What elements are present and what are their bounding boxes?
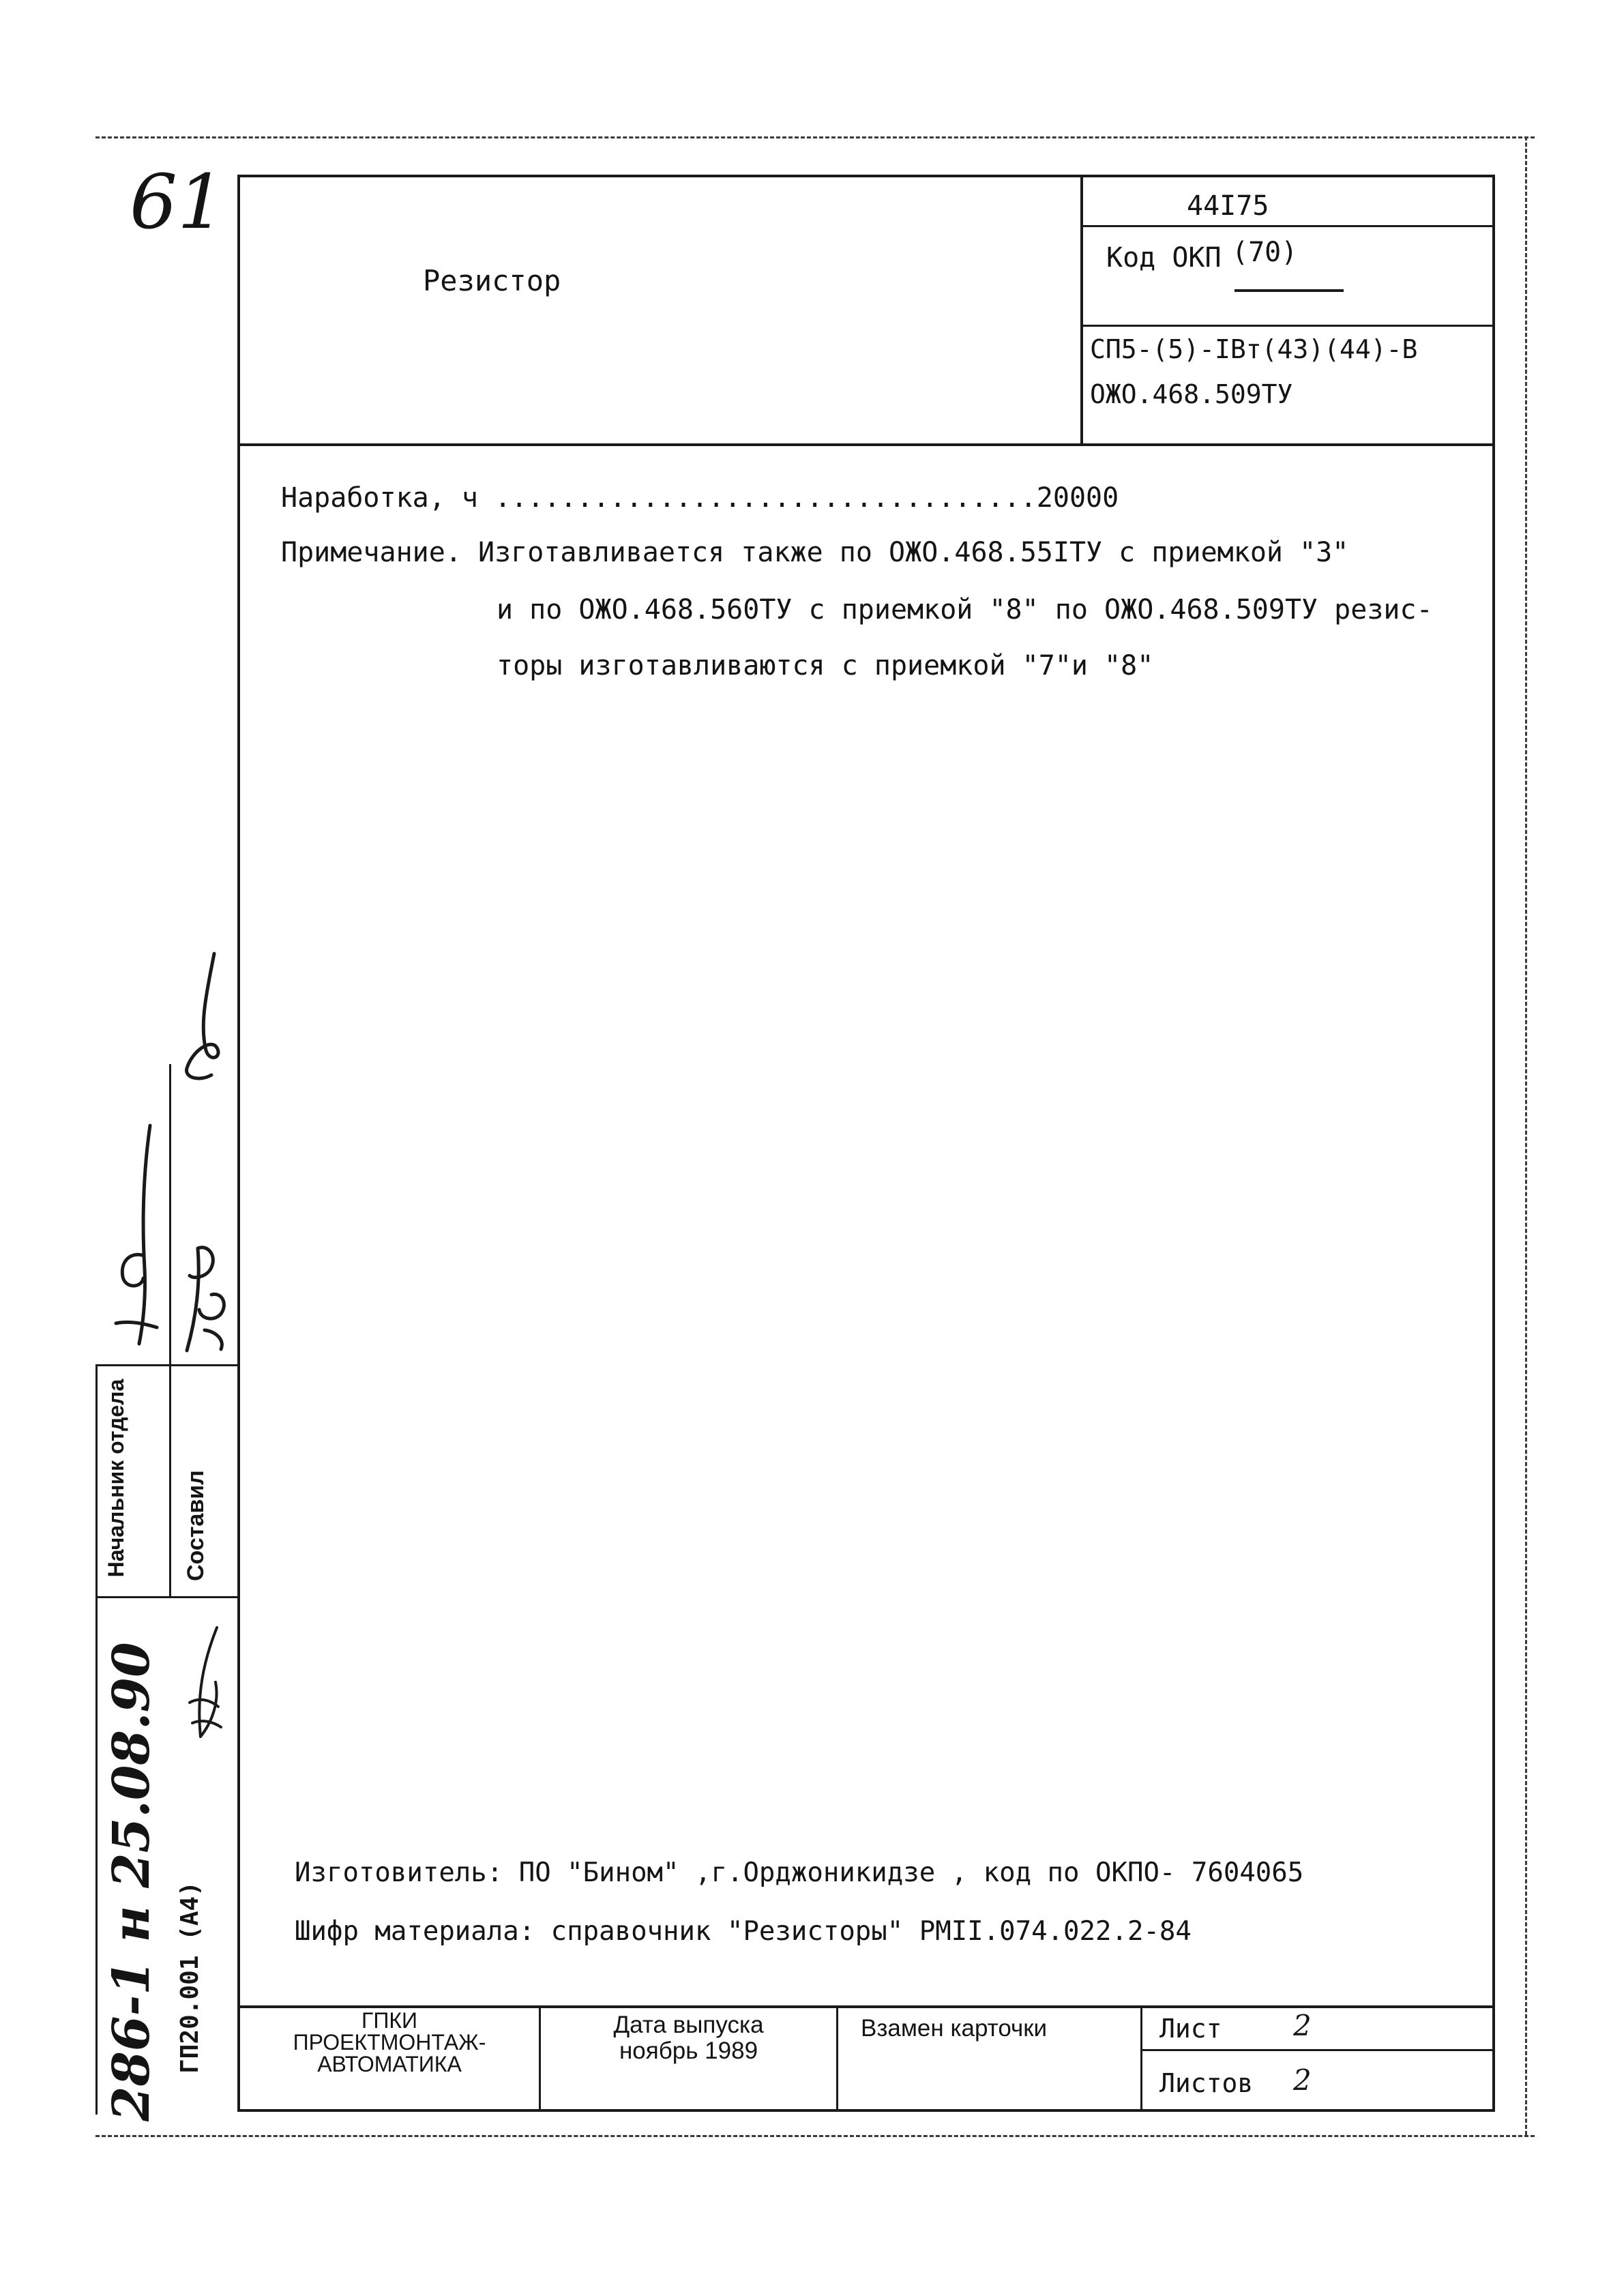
org-line-3: АВТОМАТИКА	[317, 2052, 462, 2076]
footer-divider-3	[1140, 2005, 1142, 2110]
signature-compiler-upper	[172, 948, 240, 1098]
material-line: Шифр материала: справочник "Резисторы" РМII.074.022.2-84	[295, 1916, 1192, 1947]
side-column-left-line	[95, 1364, 98, 2115]
sheet-label: Лист	[1159, 2014, 1222, 2044]
frame-top-line	[237, 175, 1495, 177]
frame-left-line	[237, 175, 240, 2112]
footer-top-line	[237, 2005, 1495, 2008]
okp-underline	[1235, 289, 1344, 292]
release-label: Дата выпуска	[613, 2012, 764, 2038]
signature-registration	[176, 1621, 235, 1750]
outer-border-top	[95, 136, 1535, 138]
document-title: Резистор	[423, 264, 561, 297]
sheets-value: 2	[1293, 2063, 1312, 2097]
note-line-2: и по ОЖО.468.560ТУ с приемкой "8" по ОЖО.468.509ТУ резис-	[497, 594, 1433, 625]
org-line-1: ГПКИ	[361, 2008, 417, 2033]
head-of-department-label: Начальник отдела	[104, 1379, 128, 1578]
footer-bottom-line	[237, 2109, 1495, 2112]
footer-divider-2	[836, 2005, 838, 2110]
header-bottom-line	[237, 443, 1495, 446]
outer-border-bottom	[95, 2135, 1535, 2137]
note-line-3: торы изготавливаются с приемкой "7"и "8"	[497, 650, 1154, 681]
product-designation: СП5-(5)-IВт(43)(44)-В	[1090, 334, 1418, 364]
manufacturer-line: Изготовитель: ПО "Бином" ,г.Орджоникидзе , код по ОКПО- 7604065	[295, 1857, 1304, 1888]
okp-label: Код ОКП	[1106, 242, 1222, 274]
okp-value: (70)	[1232, 237, 1298, 268]
signature-compiler	[173, 1228, 239, 1357]
compiled-by-label: Составил	[183, 1470, 209, 1581]
side-column-bottom-line	[95, 1596, 239, 1598]
sheets-label: Листов	[1159, 2068, 1254, 2098]
note-line-1: Примечание. Изготавливается также по ОЖО.468.55IТУ с приемкой "3"	[281, 537, 1349, 568]
form-code: ГП20.001 (А4)	[176, 1881, 204, 2074]
org-line-2: ПРОЕКТМОНТАЖ-	[293, 2030, 486, 2055]
organization-block	[240, 2010, 539, 2075]
header-code-separator	[1080, 225, 1495, 227]
handwritten-page-number: 61	[130, 158, 225, 246]
release-date: ноябрь 1989	[619, 2037, 758, 2064]
footer-sheet-separator	[1140, 2049, 1494, 2051]
handwritten-register-number: 286-1 н 25.08.90	[102, 1642, 161, 2121]
outer-border-right	[1525, 136, 1527, 2135]
header-okp-separator	[1080, 325, 1495, 327]
release-block	[541, 2012, 836, 2064]
product-spec: ОЖО.468.509ТУ	[1090, 379, 1293, 409]
header-divider-vertical	[1080, 175, 1083, 445]
frame-right-line	[1492, 175, 1495, 2112]
replace-label: Взамен карточки	[861, 2015, 1048, 2042]
signature-head-of-department	[102, 1119, 171, 1351]
code-number: 44I75	[1187, 190, 1269, 222]
mtbf-line: Наработка, ч .................................20000	[281, 482, 1119, 514]
sheet-value: 2	[1293, 2009, 1312, 2042]
